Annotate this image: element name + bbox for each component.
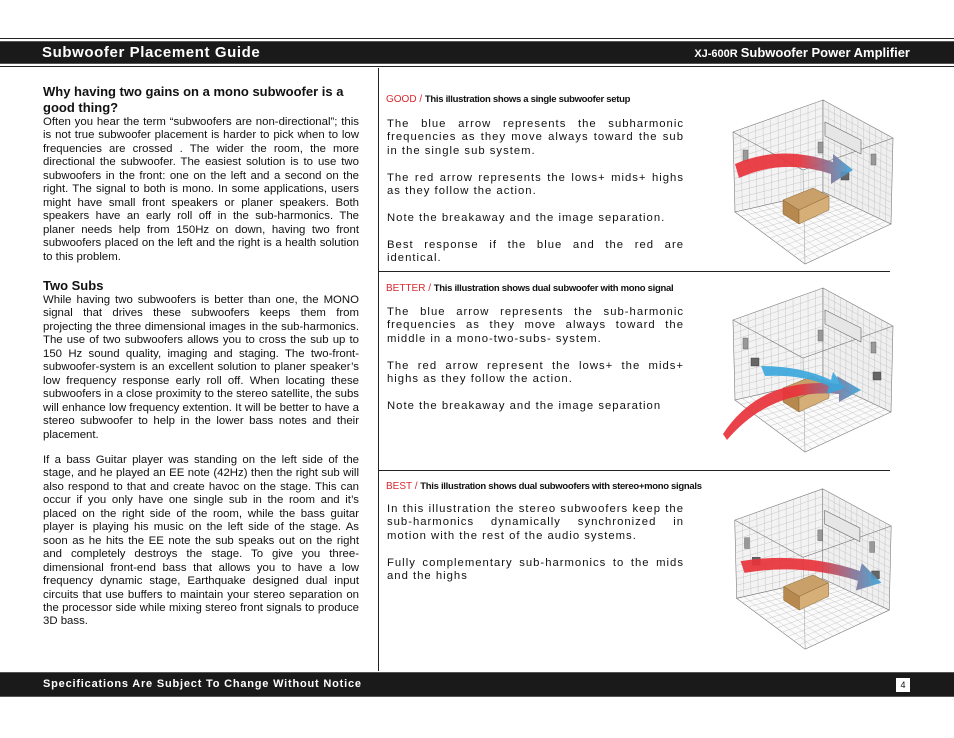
quality-label: BETTER (386, 283, 426, 294)
speaker (743, 150, 748, 161)
panel-text (387, 118, 684, 279)
panel-paragraph: The blue arrow represents the subharmonic frequencies as they move always toward the sub in the single sub system. (387, 118, 684, 157)
heading-two-subs: Two Subs (43, 277, 104, 293)
speaker (871, 342, 876, 353)
product-name: Subwoofer Power Amplifier (740, 45, 910, 60)
speaker (743, 338, 748, 349)
footer-bar (0, 672, 954, 697)
header-top-rule (0, 38, 954, 39)
header-bottom-rule (0, 66, 954, 67)
panel-paragraph: The red arrow represents the lows+ mids+ highs as they follow the action. (387, 171, 684, 198)
panel-paragraph: Fully complementary sub-harmonics to the mids and the highs (387, 556, 684, 583)
panel-caption: BETTER / This illustration shows dual subwoofer with mono signal (386, 283, 674, 294)
room-illustration-dual-stereo (721, 481, 901, 657)
caption-text: This illustration shows a single subwoofer setup (424, 94, 631, 105)
paragraph-two-gains: Often you hear the term “subwoofers are non-directional”; this is not true subwoofer placement is harder to pick when to low frequencies are crossed . The wider the room, the more directional the subwoofer. The easiest solution is to use two subwoofers in the front: one on the left and a second on the right. The signal to both is mono. In some applications, users might have small front speakers or planer speakers. Both speakers have an early roll off in the sub-harmonics. The planer needs help from 150Hz on down, having two front subwoofers placed on the left and the right is a health solution to this problem. (43, 116, 359, 263)
left-column (43, 84, 359, 629)
speaker (818, 142, 823, 153)
speaker (818, 530, 823, 541)
subwoofer (751, 358, 759, 366)
panel-caption: BEST / This illustration shows dual subwoofers with stereo+mono signals (386, 481, 702, 492)
panel-text (387, 306, 684, 427)
caption-text: This illustration shows dual subwoofer with mono signal (433, 283, 674, 294)
room-illustration-dual-mono (721, 280, 901, 460)
paragraph-two-subs: While having two subwoofers is better than one, the MONO signal that drives these subwoofers keeps them from projecting the three dimensional images in the sub-harmonics. The use of two subwoofers allows you to cross the sub up to 150 Hz sound quality, imaging and staging. The two-front-subwoofer-system is an excellent solution to planer speaker’s low frequency response early roll off. When locating these subwoofers in a close proximity to the stereo satellite, the subs will enhance low frequency extention. It will be better to have a stereo subwoofer to help in the lower bass notes and their placement. (43, 293, 359, 441)
page-number: 4 (896, 678, 910, 692)
panel-good (379, 68, 890, 272)
panel-paragraph: Best response if the blue and the red are identical. (387, 238, 684, 265)
footer-notice: Specifications Are Subject To Change Without Notice (43, 678, 362, 690)
paragraph-bass-guitar: If a bass Guitar player was standing on the left side of the stage, and he played an EE note (42Hz) then the right sub will also respond to that and create havoc on the stage. This can occur if you only have one single sub in the room and it’s placed on the right side of the room, while the bass guitar player is playing his music on the left side of the stage. As soon as he hits the EE note the sub speaks out on the right and completely destroys the stage. To give you three-dimensional front-end bass that allows you to have a low frequency dynamic stage, Earthquake designed dual input circuits that use buffers to maintain your stereo separation on the processor side while mixing stereo front signals to produce 3D bass. (43, 453, 359, 628)
product-title (694, 45, 910, 60)
panel-caption: GOOD / This illustration shows a single subwoofer setup (386, 94, 631, 105)
panel-paragraph: The red arrow represent the lows+ the mids+ highs as they follow the action. (387, 359, 684, 386)
subwoofer (873, 372, 881, 380)
panel-better (379, 272, 890, 471)
speaker (870, 542, 875, 553)
model-number: XJ-600R (694, 48, 738, 60)
caption-text: This illustration shows dual subwoofers with stereo+mono signals (420, 481, 702, 492)
heading-two-gains: Why having two gains on a mono subwoofer is a good thing? (43, 84, 344, 115)
speaker (745, 538, 750, 549)
speaker (871, 154, 876, 165)
panel-paragraph: Note the breakaway and the image separation. (387, 211, 666, 224)
panel-paragraph: In this illustration the stereo subwoofers keep the sub-harmonics dynamically synchronized in motion with the rest of the audio systems. (387, 503, 684, 542)
page-title: Subwoofer Placement Guide (42, 44, 261, 61)
header-bar (0, 41, 954, 64)
room-illustration-single-sub (721, 92, 901, 272)
panel-best (379, 471, 890, 671)
panel-paragraph: Note the breakaway and the image separation (387, 399, 662, 412)
speaker (818, 330, 823, 341)
quality-label: BEST (386, 481, 412, 492)
quality-label: GOOD (386, 94, 417, 105)
panel-text (387, 503, 684, 597)
panel-paragraph: The blue arrow represents the sub-harmonic frequencies as they move always toward the middle in a mono-two-subs- system. (387, 306, 684, 345)
